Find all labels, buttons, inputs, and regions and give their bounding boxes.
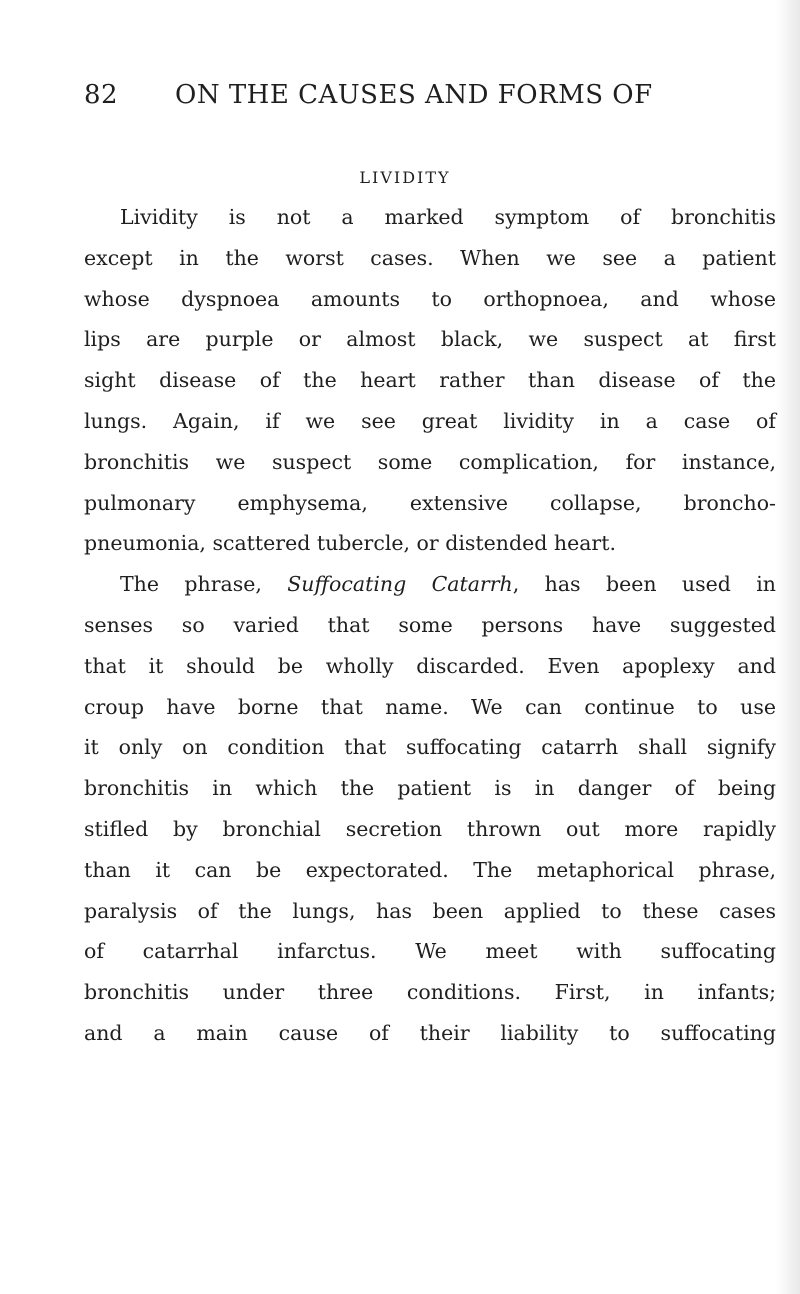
text-line: lungs. Again, if we see great lividity in a case of bbox=[84, 408, 776, 433]
text-line: sight disease of the heart rather than disease of the bbox=[84, 368, 776, 393]
text-line: pneumonia, scattered tubercle, or distended heart. bbox=[84, 531, 616, 556]
text-line: than it can be expectorated. The metaphorical phrase, bbox=[84, 857, 776, 882]
body-text bbox=[84, 197, 776, 1054]
text-line: it only on condition that suffocating catarrh shall signify bbox=[84, 735, 776, 760]
text-line: stifled by bronchial secretion thrown out more rapidly bbox=[84, 816, 776, 841]
text-line: paralysis of the lungs, has been applied to these cases bbox=[84, 898, 776, 923]
text-line: pulmonary emphysema, extensive collapse, broncho- bbox=[84, 490, 776, 515]
text-line: lips are purple or almost black, we suspect at first bbox=[84, 327, 776, 352]
text-line: and a main cause of their liability to suffocating bbox=[84, 1020, 776, 1045]
text-line: of catarrhal infarctus. We meet with suffocating bbox=[84, 939, 776, 964]
section-heading: LIVIDITY bbox=[359, 168, 451, 187]
text-line: bronchitis under three conditions. First, in infants; bbox=[84, 980, 776, 1005]
text-fragment: The phrase, bbox=[120, 572, 288, 597]
running-head bbox=[84, 80, 724, 120]
text-line: croup have borne that name. We can continue to use bbox=[84, 694, 776, 719]
text-line: senses so varied that some persons have suggested bbox=[84, 612, 776, 637]
text-line: except in the worst cases. When we see a patient bbox=[84, 245, 776, 270]
text-line: bronchitis we suspect some complication, for instance, bbox=[84, 449, 776, 474]
text-line-with-italic bbox=[84, 564, 776, 605]
text-line: Lividity is not a marked symptom of bronchitis bbox=[120, 205, 776, 229]
text-fragment: , has been used in bbox=[512, 572, 777, 597]
text-line: that it should be wholly discarded. Even apoplexy and bbox=[84, 653, 776, 678]
running-head-title: ON THE CAUSES AND FORMS OF bbox=[175, 80, 653, 110]
page-edge-shadow bbox=[776, 0, 800, 1294]
text-line: bronchitis in which the patient is in danger of being bbox=[84, 776, 776, 801]
page-number: 82 bbox=[84, 80, 119, 110]
italic-phrase: Suffocating Catarrh bbox=[287, 572, 513, 597]
text-line: whose dyspnoea amounts to orthopnoea, and whose bbox=[84, 286, 776, 311]
